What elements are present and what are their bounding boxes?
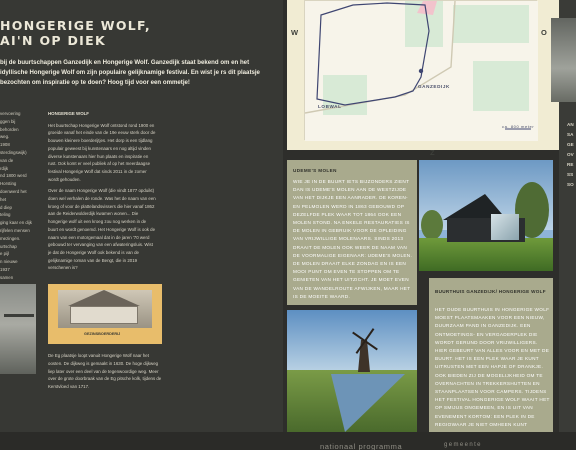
eg-caption: De Eg plaatsje loopt vanuit Hongerige Wolf naar het oosten. De dijkweg is gemaakt in 1630. De hoge dijkweg liep later over een deel van de tegenwoordige weg. Meer over de grote doorbraak van de Eg pitsche kolk, tijdens de Kerstvloed van 1717. [48, 353, 162, 390]
windmill-canal-photo [287, 310, 417, 432]
udemes-molen-text: WIE JE IN DE BUURT IETS BIJZONDERS ZIENT DAN IS UDEME'S MOLEN AAN DE WESTZIJDE VAN HET DIJKJE EEN AANRADER. DE KOREN- EN PELMOLEN WERD IN 1863 GEBOUWD OP DEZELFDE PLEK WAAR TOT 1864 OOK EEN MOLEN STOND. NA ENKELE RESTAURATIES IS DE MOLEN IN GEBRUIK VOOR DE OPLEIDING VAN VRIJWILLIGE MOLENAARS. SINDS 2013 DRAAIT DE MOLEN OOK WEER DE NAAM VAN DE VOORMALIGE EIGENAAR: UDEME'S MOLEN. DE MOLEN DRAAIT ELKE ZONDAG EN IS EEN MOOI PUNT OM EVEN TE STOPPEN OM TE GENIETEN VAN HET UITZICHT. JE MOET EVEN VAN DE WANDELROUTE AFWIJKEN, MAAR HET IS DE MOEITE WAARD. [293, 179, 413, 299]
route-map [304, 0, 537, 140]
farm-wall [70, 306, 138, 324]
community-house-photo [419, 160, 553, 271]
left-page [0, 0, 283, 432]
map-field-4 [473, 61, 529, 111]
map-label-village: GANZEDIJK [418, 84, 450, 89]
footer-logo-programma: nationaal programma [320, 442, 403, 450]
udemes-molen-title: UDEME'S MOLEN [293, 168, 337, 173]
house-glass-facade [491, 214, 519, 240]
farm-roof [68, 290, 140, 306]
column-a-text: vervoering ggen bij behorden weg. 1908 sterdingswijk) van de rdijk nd 1800 werd Horsting doenwerd het het d diep teling ging kaar en dijk rijfelen mensen mezingen. urtschap e pijl n nieuwe 1937 samen [0, 111, 32, 280]
udemes-molen-block [287, 160, 417, 305]
farm-photo-caption: GEZINSBOERDERIJ [84, 332, 121, 336]
title-line-2: AI'N OP DIEK [0, 33, 106, 48]
buurthuis-block [429, 278, 553, 432]
intro-paragraph: bij de buurtschappen Ganzedijk en Hongerige Wolf. Ganzedijk staat bekend om en het idyllische Hongerige Wolf om zijn populaire gelijknamige festival. En wist je rs dit plaatsje bezochten om inspiratie op te doen? Hoog tijd voor een ommetje! [0, 59, 260, 86]
farm-illustration [48, 284, 162, 344]
hongerige-wolf-article [48, 110, 156, 276]
compass-south: Z [430, 148, 435, 157]
compass-east: O [541, 28, 547, 37]
buurthuis-title: BUURTHUIS GANZEDIJK/ HONGERIGE WOLF [435, 289, 546, 294]
page-title [0, 18, 270, 48]
map-scale-label: ca. 800 meter [502, 124, 535, 129]
title-line-1: HONGERIGE WOLF, [0, 18, 151, 33]
hongerige-wolf-heading: HONGERIGE WOLF [48, 111, 89, 116]
photo-detail [4, 314, 34, 317]
map-field-2 [453, 5, 529, 43]
map-label-road: LOBWAL [318, 104, 342, 109]
map-graphic [305, 1, 538, 141]
right-edge-text: AN SA GE OV RE SS SO [567, 122, 574, 187]
footer-bar [0, 432, 576, 450]
photo-bush [421, 210, 443, 240]
right-edge-photo [551, 18, 576, 102]
buurthuis-text: HET OUDE BUURTHUIS IN HONGERIGE WOLF MOEST PLAATSMAAKEN VOOR EEN NIEUW, DUURZAAM PAND IN GANZEDIJK. EEN ONTMOETINGS- EN VERGADERPLEK DIE WORDT GERUND DOOR VRIJWILLIGERS. HIER GEBEURT VAN ALLES VOOR EN MET DE BUURT. HET IS EEN PLEK WAAR JE KUNT UITRUSTEN MET EEN HAPJE OF DRANKJE. OOK BIEDEN ZIJ DE MOGELIJKHEID OM TE OVERNACHTEN IN TREKKERSHUTTEN EN STAANPLAATSEN VOOR CAMPERS. TIJDENS HET FESTIVAL HONGERIGE WOLF WAAIT HET OP SMIJUS ONGEMEEN, EN IS UIT VAN EVENEMENT KORTOM: EEN PLEK IN DE REGIOWAAR JE NIET OMHEEN KUNT [435, 307, 550, 427]
hongerige-wolf-paragraph-2: Over de naam Hongerige Wolf (die vindt 1877 opduikt) doen wel verhalen de ronde. Was het de naam van een kroeg of voor de plattelandsvissers die hier vanaf 1862 aan de Reiderwolderdijk kwamen wonen... Die hongerige wolf uit een kroeg zou nog werken in de buurt en wordt genoemd. Het Hongerige Wolf is ook de naam van een motorgemaal dat in de jaren '70 werd gebouwd ter vervanging van een afwateringsluis. Wist je dat de Hongerige Wolf ook bekend is van de gelijknamige roman van de Bengt, die in 2019 verschenen is? [48, 188, 156, 271]
route-marker [419, 69, 423, 73]
hongerige-wolf-paragraph-1: Het buurtschap Hongerige Wolf ontstond rond 1900 en groeide vanaf het einde van de 19e eeuw sterk door de bouwen kleinere boerderijtjes. Het dorp is een tijdlang populair geweest bij kunstenaars en nog altijd vinden diverse kunstenaars hier hun plaats en inspiratie en rust. Ook komt er veel publiek af op het meerdaagse festival Hongerige Wolf dat sinds 2011 in de zomer wordt gehouden. [48, 122, 156, 182]
compass-west: W [291, 28, 299, 37]
canal-sky [287, 310, 417, 370]
bottom-left-photo [0, 284, 36, 374]
canal-water [331, 374, 405, 432]
photo-grass [419, 238, 553, 271]
footer-logo-gemeente: gemeente [444, 442, 482, 448]
